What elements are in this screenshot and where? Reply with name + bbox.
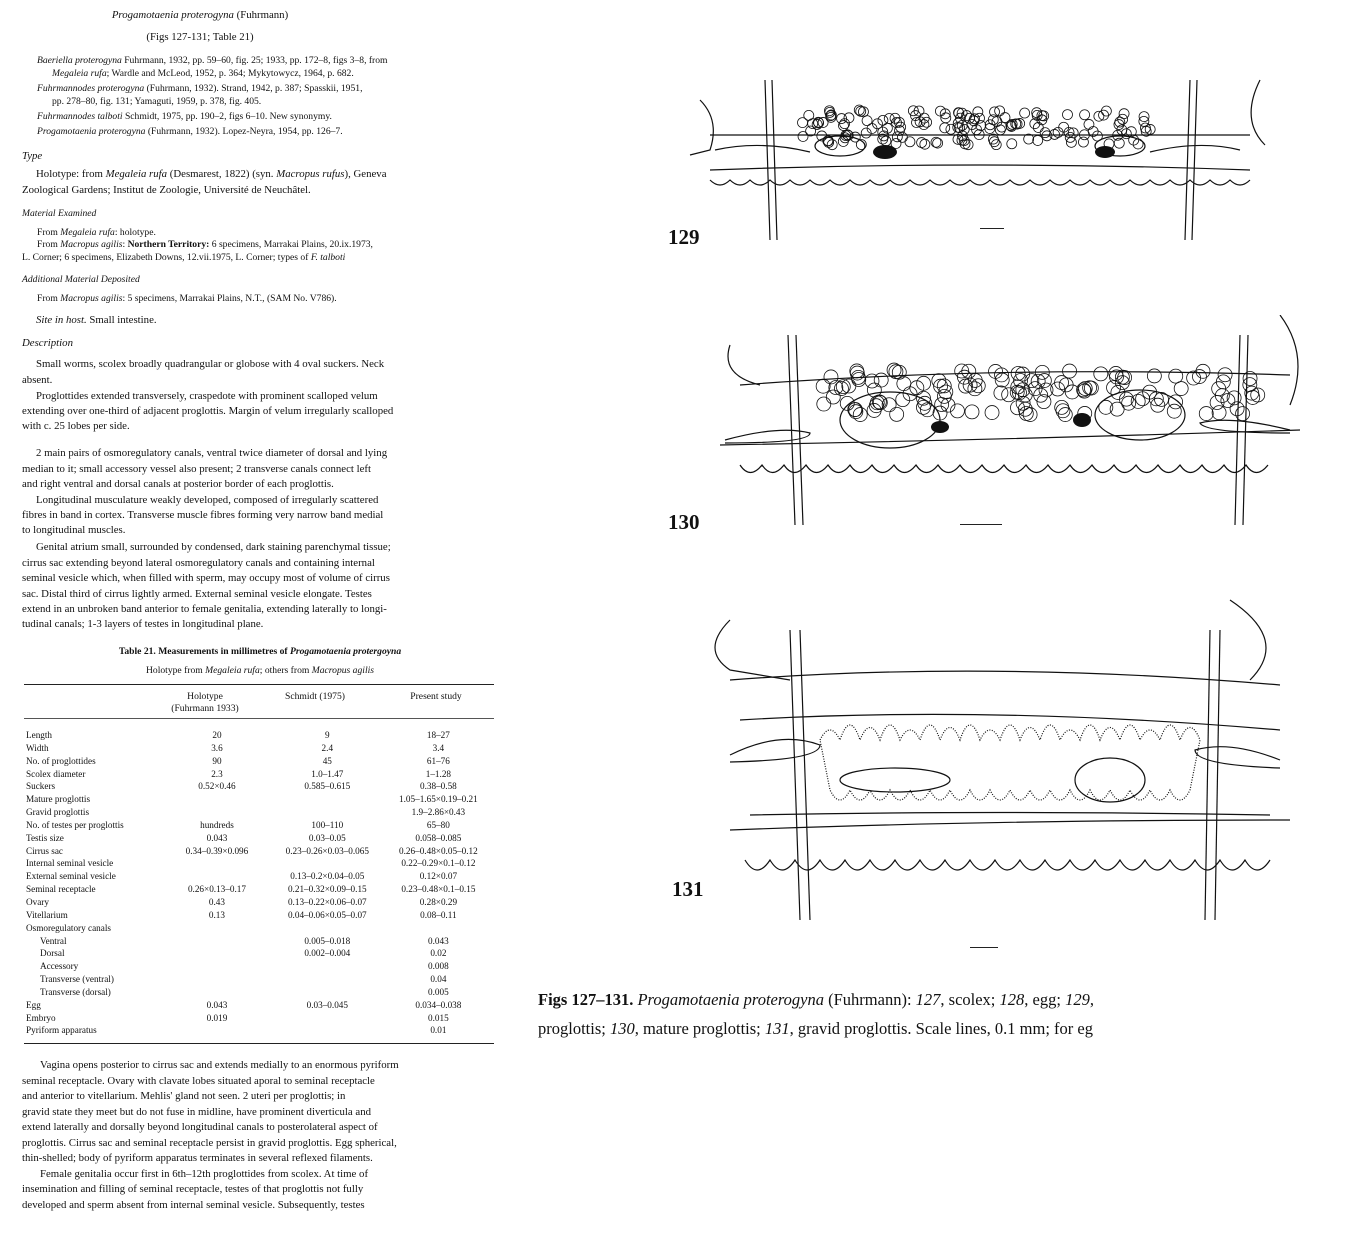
synonym-text: (Fuhrmann, 1932). Strand, 1942, p. 387; Spasskii, 1951,: [144, 83, 363, 94]
scale-bar: [960, 524, 1002, 525]
additional-heading: Additional Material Deposited: [22, 274, 140, 285]
table-row: [26, 960, 492, 973]
testis-mark: [1133, 139, 1143, 149]
schmidt-value: 1.0–1.47: [311, 768, 344, 779]
schmidt-value: [270, 960, 385, 973]
schmidt-value: 0.03–0.05: [308, 832, 346, 843]
row-label: Ventral: [40, 935, 67, 946]
species-heading: [0, 9, 400, 21]
table-row: [26, 909, 492, 922]
table-row: [26, 857, 492, 870]
figure-label-131: 131: [672, 877, 704, 901]
synonym-1-cont: [52, 68, 354, 79]
schmidt-value: [270, 857, 385, 870]
testis-mark: [995, 125, 1005, 135]
testis-mark: [878, 115, 888, 125]
continuation-line: insemination and filling of seminal receptacle, testes of that proglottis not fully: [22, 1183, 364, 1195]
testis-mark: [916, 400, 930, 414]
holotype-value: [164, 973, 270, 986]
continuation-line: Female genitalia occur first in 6th–12th proglottides from scolex. At time of: [40, 1167, 369, 1180]
description-line: to longitudinal muscles.: [22, 524, 126, 536]
testis-mark: [1007, 139, 1017, 149]
table-row: [26, 1012, 492, 1025]
table-top-rule: [24, 684, 494, 685]
testis-mark: [897, 377, 911, 391]
site-text: Small intestine.: [86, 314, 157, 326]
testis-mark: [994, 386, 1008, 400]
holotype-value: 0.52×0.46: [198, 781, 236, 792]
additional-line: [37, 293, 337, 304]
row-label: Length: [26, 730, 53, 740]
row-label: Seminal receptacle: [26, 884, 96, 895]
row-label: Testis size: [26, 832, 64, 843]
schmidt-value: 0.002–0.004: [304, 948, 351, 959]
site-label: Site in host.: [36, 314, 87, 326]
testis-mark: [1062, 110, 1072, 120]
holotype-value: [164, 870, 270, 883]
present-value: 0.26–0.48×0.05–0.12: [399, 845, 478, 856]
text: 6 specimens, Marrakai Plains, 20.ix.1973,: [209, 239, 373, 250]
text: (Fuhrmann 1933): [171, 703, 239, 714]
text: (Fuhrmann):: [824, 990, 916, 1009]
description-line: Small worms, scolex broadly quadrangular or globose with 4 oval suckers. Neck: [36, 358, 385, 370]
text: , mature proglottis;: [634, 1019, 765, 1038]
measurements-table: [26, 729, 492, 1037]
testis-mark: [971, 379, 985, 393]
continuation-line: thin-shelled; body of pyriform apparatus terminates in several reflexed filaments.: [22, 1152, 373, 1164]
testis-mark: [1243, 378, 1257, 392]
synonym-4: [37, 126, 343, 137]
text: proglottis;: [538, 1019, 610, 1038]
text: L. Corner; 6 specimens, Elizabeth Downs, 12.vii.1975, L. Corner; types of: [22, 252, 311, 263]
table-row: [26, 986, 492, 999]
schmidt-value: 0.13–0.22×0.06–0.07: [287, 896, 367, 907]
testis-mark: [874, 373, 888, 387]
schmidt-value: 0.13–0.2×0.04–0.05: [290, 871, 365, 882]
holotype-value: 0.043: [206, 999, 228, 1010]
text: Holotype: from: [36, 168, 106, 180]
synonym-3: [37, 111, 332, 122]
col-header-present: Present study: [410, 691, 462, 702]
table-row: [26, 845, 492, 858]
holotype-value: [164, 806, 270, 819]
row-label: Internal seminal vesicle: [26, 858, 114, 869]
present-value: 0.23–0.48×0.1–0.15: [401, 884, 476, 895]
synonym-host: Megaleia rufa: [52, 68, 107, 79]
present-value: 0.005: [428, 986, 449, 997]
testis-mark: [1078, 137, 1088, 147]
row-label: Gravid proglottis: [26, 807, 90, 818]
material-heading: Material Examined: [22, 208, 97, 219]
testis-mark: [884, 114, 894, 124]
table-header-rule: [24, 718, 494, 719]
description-line: 2 main pairs of osmoregulatory canals, ventral twice diameter of dorsal and lying: [36, 447, 388, 459]
table-subtitle: [0, 665, 520, 676]
description-line: tudinal canals; 1-3 layers of testes in longitudinal plane.: [22, 618, 264, 630]
testis-mark: [905, 137, 915, 147]
schmidt-value: [270, 806, 385, 819]
testis-mark: [1053, 127, 1063, 137]
row-label: Suckers: [26, 781, 56, 792]
row-label: No. of testes per proglottis: [26, 819, 124, 830]
testis-mark: [817, 397, 831, 411]
testis-mark: [1169, 395, 1183, 409]
figure-129-drawing: [680, 60, 1280, 240]
testis-mark: [1020, 108, 1030, 118]
continuation-line: gravid state they meet but do not fuse in midline, have prominent diverticula and: [22, 1105, 372, 1118]
table-row: [26, 793, 492, 806]
species-author: (Fuhrmann): [236, 9, 289, 21]
text: Holotype from: [145, 665, 206, 676]
testis-mark: [940, 123, 950, 133]
holotype-value: 2.3: [211, 768, 223, 779]
present-value: 1.9–2.86×0.43: [411, 807, 466, 818]
description-line: Proglottides extended transversely, craspedote with prominent scalloped velum: [36, 390, 378, 402]
present-value: 61–76: [426, 755, 450, 766]
schmidt-value: 0.04–0.06×0.05–0.07: [287, 909, 367, 920]
row-label: Ovary: [26, 896, 49, 907]
table-row: [26, 1024, 492, 1037]
present-value: 0.034–0.038: [415, 999, 462, 1010]
schmidt-value: [270, 793, 385, 806]
synonym-name: Fuhrmannodes talboti: [37, 111, 123, 122]
holotype-value: 0.13: [208, 909, 225, 920]
page-edge: [1356, 0, 1367, 1233]
continuation-line: Vagina opens posterior to cirrus sac and extends medially to an enormous pyriform: [40, 1059, 399, 1071]
testis-mark: [1000, 113, 1010, 123]
scale-bar: [980, 228, 1004, 229]
species-name: Progamotaenia proterogyna: [111, 9, 234, 21]
description-line: cirrus sac extending beyond lateral osmoregulatory canals and containing internal: [22, 557, 375, 569]
site-in-host: [36, 314, 157, 326]
testis-mark: [1033, 135, 1043, 145]
schmidt-value: 2.4: [321, 742, 334, 753]
table-row: [26, 742, 492, 755]
figure-label-129: 129: [668, 225, 700, 249]
row-label: Width: [26, 742, 49, 753]
testis-mark: [1084, 119, 1094, 129]
table-row: [26, 806, 492, 819]
host-name: Megaleia rufa: [105, 168, 168, 180]
table-row: [26, 922, 492, 935]
present-value: 0.02: [430, 948, 447, 959]
testis-mark: [985, 406, 999, 420]
description-line: with c. 25 lobes per side.: [22, 420, 130, 432]
figure-label-130: 130: [668, 510, 700, 534]
description-line: extending over one-third of adjacent proglottis. Margin of velum irregularly scalloped: [22, 405, 394, 417]
testis-mark: [937, 389, 951, 403]
holotype-value: 90: [212, 755, 222, 766]
table-row: [26, 755, 492, 768]
continuation-line: developed and sperm absent from internal seminal vesicle. Subsequently, testes: [22, 1198, 365, 1211]
holotype-value: [164, 857, 270, 870]
present-value: 65–80: [426, 819, 450, 830]
testis-mark: [1167, 404, 1181, 418]
figure-caption-line-2: [538, 1019, 1093, 1039]
testis-mark: [1037, 374, 1051, 388]
row-label: Transverse (dorsal): [40, 986, 111, 997]
testis-mark: [826, 390, 840, 404]
synonym-name: Progamotaenia proterogyna: [37, 126, 146, 137]
row-label: Vitellarium: [26, 909, 68, 920]
table-row: [26, 819, 492, 832]
material-line-2: [37, 239, 373, 250]
testis-mark: [1218, 368, 1232, 382]
holotype-value: [164, 922, 270, 935]
testis-mark: [816, 379, 830, 393]
table-bottom-rule: [24, 1043, 494, 1044]
row-label: Transverse (ventral): [40, 974, 114, 985]
schmidt-value: [270, 973, 385, 986]
present-value: 0.08–0.11: [420, 909, 457, 920]
testis-mark: [1055, 376, 1069, 390]
schmidt-value: [270, 986, 385, 999]
description-line: Longitudinal musculature weakly developed, composed of irregularly scattered: [36, 494, 379, 506]
row-label: Dorsal: [40, 948, 65, 959]
holotype-value: [164, 947, 270, 960]
testis-mark: [1212, 406, 1226, 420]
col-header-holotype: [150, 691, 260, 715]
row-label: No. of proglottides: [26, 755, 96, 766]
present-value: 0.008: [428, 961, 449, 972]
testis-mark: [1169, 369, 1183, 383]
table-row: [26, 780, 492, 793]
continuation-line: proglottis. Cirrus sac and seminal receptacle persist in gravid proglottis. Egg spherical,: [22, 1136, 397, 1149]
holotype-value: 0.43: [208, 896, 225, 907]
text: From: [37, 293, 61, 304]
row-label: Egg: [26, 999, 41, 1010]
locality: Northern Territory:: [127, 239, 210, 250]
schmidt-value: 0.03–0.045: [306, 999, 348, 1010]
species-name: Progamotaenia protergoyna: [290, 646, 402, 657]
testis-mark: [1196, 364, 1210, 378]
synonym-host: Macropus rufus: [276, 168, 345, 180]
table-title: [0, 646, 520, 657]
text: : 5 specimens, Marrakai Plains, N.T., (SAM No. V786).: [122, 293, 337, 304]
figure-131-drawing: [690, 590, 1310, 920]
holotype-location: Zoological Gardens; Institut de Zoologie, Université de Neuchâtel.: [22, 184, 311, 196]
testis-mark: [934, 379, 948, 393]
schmidt-value: 9: [325, 730, 330, 740]
description-line: median to it; small accessory vessel also present; 2 transverse canals connect left: [22, 463, 371, 475]
holotype-value: 3.6: [211, 742, 223, 753]
row-label: Pyriform apparatus: [26, 1025, 97, 1036]
table-row: [26, 896, 492, 909]
testis-mark: [1147, 369, 1161, 383]
text: , scolex;: [940, 990, 1000, 1009]
schmidt-value: 0.585–0.615: [304, 781, 351, 792]
schmidt-value: 45: [322, 755, 332, 766]
description-line: Genital atrium small, surrounded by condensed, dark staining parenchymal tissue;: [36, 541, 391, 553]
material-line-3: [22, 252, 345, 263]
description-line: extend in an unbroken band anterior to female genitalia, extending laterally to longi-: [22, 603, 387, 615]
row-label: Osmoregulatory canals: [26, 922, 111, 933]
schmidt-value: [270, 1024, 385, 1037]
present-value: 0.043: [428, 935, 449, 946]
table-row: [26, 832, 492, 845]
holotype-value: [164, 986, 270, 999]
material-line-1: [37, 227, 156, 238]
testis-mark: [1199, 407, 1213, 421]
description-line: and right ventral and dorsal canals at posterior border of each proglottis.: [22, 478, 334, 490]
testis-mark: [935, 397, 949, 411]
host-name: Macropus agilis: [60, 293, 123, 304]
figure-caption-line-1: [538, 990, 1094, 1010]
holotype-line: [36, 168, 386, 180]
schmidt-value: 0.23–0.26×0.03–0.065: [285, 845, 369, 856]
present-value: 0.38–0.58: [420, 781, 457, 792]
holotype-value: [164, 935, 270, 948]
figure-refs: (Figs 127-131; Table 21): [146, 31, 254, 43]
text: Holotype: [187, 691, 223, 702]
scale-bar: [970, 947, 998, 948]
text: ; others from: [259, 665, 312, 676]
holotype-value: 0.26×0.13–0.17: [187, 884, 246, 895]
row-label: Embryo: [26, 1012, 56, 1023]
testis-mark: [965, 405, 979, 419]
present-value: [385, 922, 492, 935]
continuation-line: and anterior to vitellarium. Mehlis' gland not seen. 2 uteri per proglottis; in: [22, 1090, 346, 1102]
testis-mark: [968, 382, 982, 396]
description-heading: Description: [22, 337, 73, 349]
testis-mark: [912, 118, 922, 128]
synonym-text: ; Wardle and McLeod, 1952, p. 364; Mykytowycz, 1964, p. 682.: [106, 68, 354, 79]
synonym-name: Baeriella proterogyna: [37, 55, 122, 66]
text: , egg;: [1024, 990, 1066, 1009]
type-heading: Type: [22, 150, 43, 162]
present-value: 1–1.28: [425, 768, 451, 779]
row-label: Scolex diameter: [26, 768, 86, 779]
synonym-1: [37, 55, 388, 66]
row-label: Accessory: [40, 961, 79, 972]
testis-mark: [890, 407, 904, 421]
host-name: Macropus agilis: [311, 665, 375, 676]
present-value: 0.22–0.29×0.1–0.12: [401, 858, 476, 869]
table-row: [26, 883, 492, 896]
text: From: [37, 239, 61, 250]
present-value: 18–27: [426, 730, 450, 740]
row-label: Mature proglottis: [26, 794, 91, 805]
species-name: Progamotaenia proterogyna: [637, 990, 824, 1009]
holotype-value: 20: [212, 730, 222, 740]
schmidt-value: 100–110: [311, 819, 344, 830]
text: Table 21. Measurements in millimetres of: [118, 646, 291, 657]
holotype-value: [164, 960, 270, 973]
text: ,: [1089, 990, 1094, 1009]
table-row: [26, 768, 492, 781]
table-row: [26, 870, 492, 883]
description-line: fibres in band in cortex. Transverse muscle fibres forming very narrow band medial: [22, 509, 384, 521]
present-value: 0.058–0.085: [415, 832, 462, 843]
fig-number: 129: [1065, 990, 1090, 1009]
testis-mark: [891, 138, 901, 148]
table-row: [26, 999, 492, 1012]
table-row: [26, 729, 492, 742]
description-line: absent.: [22, 374, 53, 386]
testis-mark: [824, 370, 838, 384]
testis-mark: [1025, 374, 1039, 388]
row-label: External seminal vesicle: [26, 871, 116, 882]
synonym-text: Fuhrmann, 1932, pp. 59–60, fig. 25; 1933, pp. 172–8, figs 3–8, from: [121, 55, 388, 66]
text: : holotype.: [114, 227, 156, 238]
description-line: sac. Distal third of cirrus lightly armed. External seminal vesicle elongate. Testes: [22, 588, 372, 600]
testis-mark: [1031, 374, 1045, 388]
testis-mark: [798, 131, 808, 141]
schmidt-value: 0.005–0.018: [304, 935, 351, 946]
testis-mark: [920, 139, 930, 149]
testis-mark: [1107, 381, 1121, 395]
present-value: 1.05–1.65×0.19–0.21: [399, 794, 478, 805]
table-row: [26, 935, 492, 948]
fig-number: 131: [764, 1019, 790, 1038]
testis-mark: [916, 391, 930, 405]
testis-mark: [1094, 367, 1108, 381]
present-value: 0.04: [430, 974, 447, 985]
fig-number: 127: [915, 990, 941, 1009]
schmidt-value: [270, 922, 385, 935]
holotype-value: [164, 1024, 270, 1037]
testis-mark: [1059, 122, 1069, 132]
present-value: 3.4: [432, 742, 445, 753]
species-ref: F. talboti: [310, 252, 346, 263]
synonym-text: (Fuhrmann, 1932). Lopez-Neyra, 1954, pp. 126–7.: [145, 126, 343, 137]
host-name: Megaleia rufa: [205, 665, 260, 676]
holotype-value: [164, 793, 270, 806]
present-value: 0.28×0.29: [419, 896, 458, 907]
present-value: 0.015: [428, 1012, 449, 1023]
text: , gravid proglottis. Scale lines, 0.1 mm; for eg: [789, 1019, 1093, 1038]
text: ), Geneva: [344, 168, 387, 180]
testis-mark: [991, 140, 1001, 150]
fig-number: 130: [609, 1019, 635, 1038]
present-value: 0.12×0.07: [419, 871, 458, 882]
row-label: Cirrus sac: [26, 845, 63, 856]
testis-mark: [1174, 382, 1188, 396]
testis-mark: [862, 116, 872, 126]
testis-mark: [1092, 131, 1102, 141]
col-header-schmidt: Schmidt (1975): [285, 691, 345, 702]
table-row: [26, 947, 492, 960]
host-name: Macropus agilis: [60, 239, 123, 250]
continuation-line: seminal receptacle. Ovary with clavate lobes situated aporal to seminal receptacle: [22, 1074, 375, 1087]
synonym-2-cont: pp. 278–80, fig. 131; Yamaguti, 1959, p. 378, fig. 405.: [52, 96, 262, 107]
text: From: [37, 227, 61, 238]
testis-mark: [1080, 110, 1090, 120]
synonym-text: Schmidt, 1975, pp. 190–2, figs 6–10. New synonymy.: [122, 111, 332, 122]
schmidt-value: 0.21–0.32×0.09–0.15: [287, 884, 367, 895]
holotype-value: 0.019: [206, 1012, 228, 1023]
holotype-value: 0.34–0.39×0.096: [185, 845, 249, 856]
fig-number: 128: [999, 990, 1025, 1009]
holotype-value: hundreds: [200, 819, 234, 830]
caption-lead: Figs 127–131.: [538, 990, 634, 1009]
synonym-name: Fuhrmannodes proterogyna: [37, 83, 145, 94]
text: (Desmarest, 1822) (syn.: [167, 168, 277, 180]
figure-130-drawing: [700, 315, 1320, 525]
present-value: 0.01: [430, 1025, 447, 1036]
description-line: seminal vesicle which, when filled with sperm, may occupy most of volume of cirrus: [22, 572, 390, 584]
host-name: Megaleia rufa: [60, 227, 115, 238]
holotype-value: 0.043: [206, 832, 228, 843]
table-row: [26, 973, 492, 986]
continuation-line: extend laterally and dorsally beyond longitudinal canals to posterolateral aspect of: [22, 1121, 378, 1133]
schmidt-value: [270, 1012, 385, 1025]
text: :: [122, 239, 128, 250]
testis-mark: [827, 140, 837, 150]
testis-mark: [1018, 388, 1032, 402]
synonym-2: [37, 83, 362, 94]
